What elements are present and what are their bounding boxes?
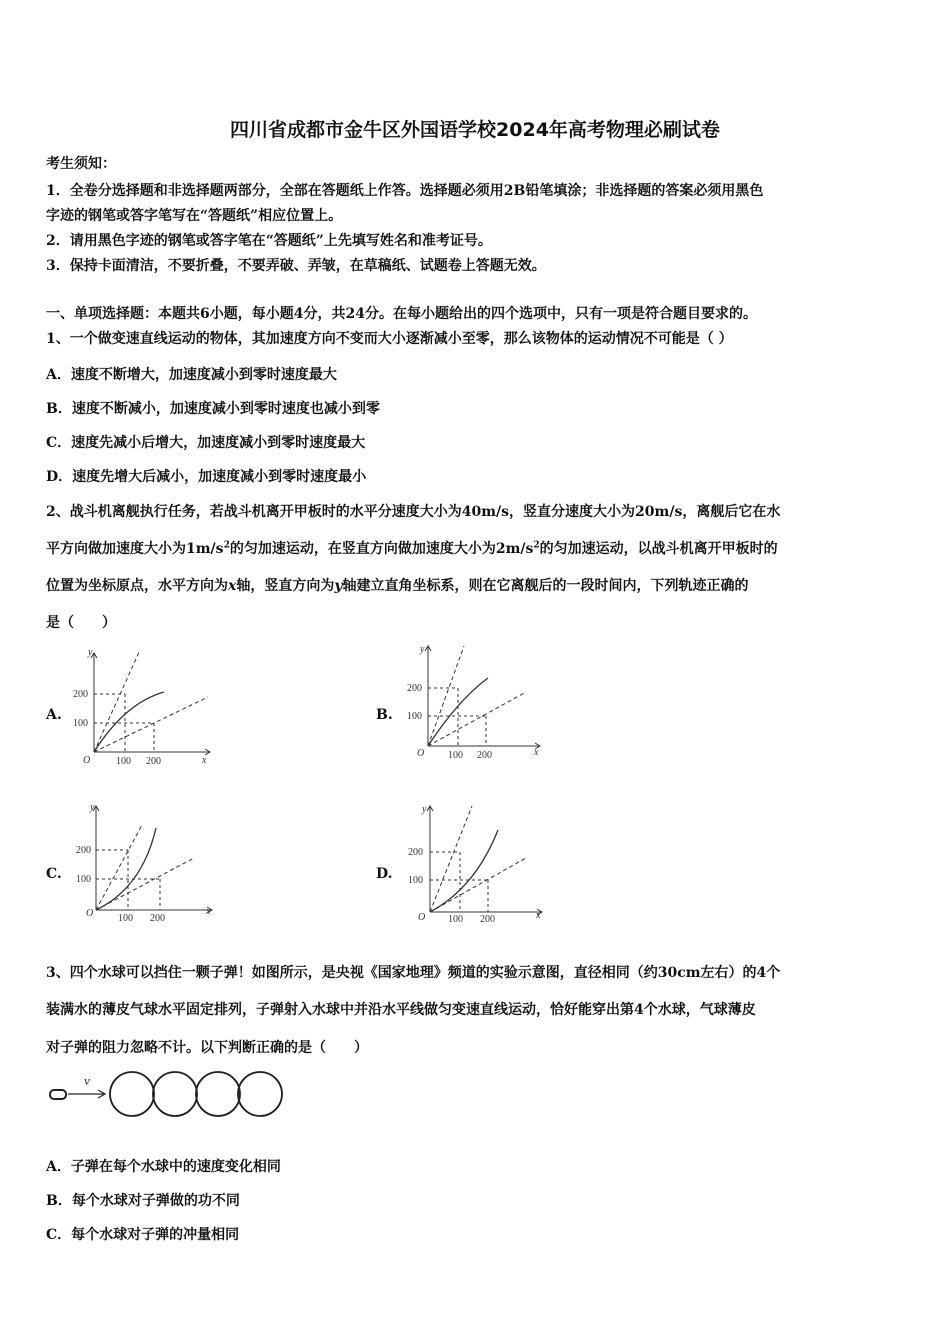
velocity-label: v (84, 1073, 90, 1088)
graph-c-x-tick-200: 200 (150, 913, 165, 924)
graph-b-x-tick-100: 100 (448, 750, 463, 761)
q2-line-2: 平方向做加速度大小为$1m/s^2$的匀加速运动，在竖直方向做加速度大小为$2m/s^2$的匀加速运动，以战斗机离开甲板时的 (46, 540, 778, 557)
graph-b-origin: O (417, 748, 425, 759)
notice-item-3: 3．保持卡面清洁，不要折叠，不要弄破、弄皱，在草稿纸、试题卷上答题无效。 (46, 258, 546, 274)
q3-option-b: B．每个水球对子弹做的功不同 (46, 1193, 240, 1209)
graph-c-x-label: x (206, 906, 211, 917)
graph-b-x-tick-200: 200 (477, 750, 492, 761)
graph-c-y-tick-100: 100 (76, 874, 91, 885)
q2-option-d-label[interactable]: D. (376, 866, 393, 882)
q1-option-b: B．速度不断减小，加速度减小到零时速度也减小到零 (46, 401, 380, 417)
q2-option-b-label[interactable]: B. (376, 707, 393, 723)
graph-c-origin: O (86, 908, 94, 919)
graph-a-x-label: x (202, 755, 207, 766)
graph-a-y-tick-200: 200 (73, 689, 88, 700)
page-title: 四川省成都市金牛区外国语学校2024年高考物理必刷试卷 (230, 119, 720, 141)
graph-a-y-tick-100: 100 (73, 718, 88, 729)
notice-item-1: 1．全卷分选择题和非选择题两部分，全部在答题纸上作答。选择题必须用2B铅笔填涂；非选择题的答案必须用黑色 (46, 183, 764, 199)
graph-a-x-tick-200: 200 (146, 756, 161, 767)
notice-item-2: 2．请用黑色字迹的钢笔或答字笔在“答题纸”上先填写姓名和准考证号。 (46, 233, 492, 249)
q1-option-a: A．速度不断增大，加速度减小到零时速度最大 (46, 367, 337, 383)
bullet-icon (50, 1090, 66, 1099)
graph-a (70, 645, 215, 770)
graph-d-x-label: x (536, 910, 541, 921)
graph-c-y-label: y (90, 802, 95, 813)
graph-b (400, 640, 545, 765)
graph-a-x-tick-100: 100 (116, 756, 131, 767)
q2-option-a-label[interactable]: A. (46, 707, 62, 723)
q1-option-c: C．速度先减小后增大，加速度减小到零时速度最大 (46, 435, 366, 451)
graph-c-y-tick-200: 200 (76, 845, 91, 856)
graph-b-y-tick-100: 100 (407, 711, 422, 722)
q2-line-4: 是（ ） (46, 615, 116, 631)
section-heading: 一、单项选择题：本题共6小题，每小题4分，共24分。在每小题给出的四个选项中，只有一项是符合题目要求的。 (46, 306, 757, 322)
q3-option-a: A．子弹在每个水球中的速度变化相同 (46, 1159, 281, 1175)
q1-option-d: D．速度先增大后减小，加速度减小到零时速度最小 (46, 469, 367, 485)
graph-c-x-tick-100: 100 (118, 913, 133, 924)
graph-d (400, 800, 548, 925)
graph-b-x-label: x (534, 747, 539, 758)
graph-b-y-label: y (420, 644, 425, 655)
water-balls-diagram (44, 1068, 289, 1120)
graph-d-x-tick-100: 100 (448, 914, 463, 925)
q3-line-1: 3、四个水球可以挡住一颗子弹！如图所示，是央视《国家地理》频道的实验示意图，直径相同（约30cm左右）的4个 (46, 965, 781, 981)
q3-line-2: 装满水的薄皮气球水平固定排列，子弹射入水球中并沿水平线做匀变速直线运动，恰好能穿出第4个水球，气球薄皮 (46, 1002, 756, 1018)
graph-d-y-tick-200: 200 (408, 847, 423, 858)
notice-heading: 考生须知： (46, 156, 116, 172)
q1-stem: 1、一个做变速直线运动的物体，其加速度方向不变而大小逐渐减小至零，那么该物体的运动情况不可能是（ ） (46, 331, 733, 347)
q3-option-c: C．每个水球对子弹的冲量相同 (46, 1227, 240, 1243)
graph-d-x-tick-200: 200 (480, 914, 495, 925)
graph-d-origin: O (418, 912, 426, 923)
graph-d-y-tick-100: 100 (408, 875, 423, 886)
graph-c (72, 800, 217, 925)
notice-item-1-cont: 字迹的钢笔或答字笔写在“答题纸”相应位置上。 (46, 208, 343, 224)
q2-option-c-label[interactable]: C. (46, 866, 62, 882)
q3-line-3: 对子弹的阻力忽略不计。以下判断正确的是（ ） (46, 1040, 368, 1056)
graph-d-y-label: y (422, 804, 427, 815)
graph-a-origin: O (83, 755, 91, 766)
q2-line-1: 2、战斗机离舰执行任务，若战斗机离开甲板时的水平分速度大小为40m/s，竖直分速度大小为20m/s，离舰后它在水 (46, 504, 781, 520)
graph-b-y-tick-200: 200 (407, 683, 422, 694)
graph-a-y-label: y (88, 647, 93, 658)
q2-line-3: 位置为坐标原点，水平方向为x轴，竖直方向为y轴建立直角坐标系，则在它离舰后的一段时间内，下列轨迹正确的 (46, 578, 749, 594)
